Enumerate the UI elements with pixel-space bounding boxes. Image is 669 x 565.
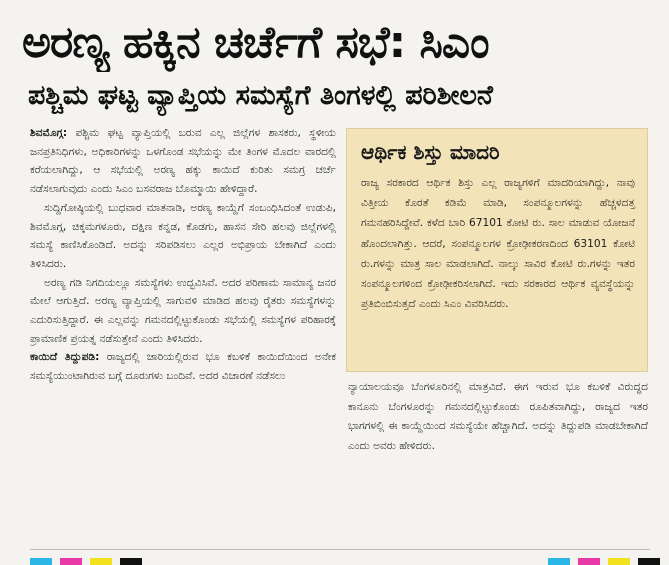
color-swatch [90,558,112,565]
registration-marks-right [548,558,660,565]
color-swatch [608,558,630,565]
article-continuation: ನ್ಯಾಯಾಲಯವೂ ಬೆಂಗಳೂರಿನಲ್ಲಿ ಮಾತ್ರವಿದೆ. ಈಗ ಇರುವ ಭೂ ಕಬಳಿಕೆ ವಿರುದ್ಧದ ಕಾನೂನು ಬೆಂಗಳೂರನ್ನು ಗಮನದಲ್ಲಿಟ್ಟುಕೊಂಡು ರೂಪಿತವಾಗಿದ್ದು, ರಾಜ್ಯದ ಇತರ ಭಾಗಗಳಲ್ಲಿ ಈ ಕಾಯ್ದೆಯಿಂದ ಸಮಸ್ಯೆಯೇ ಹೆಚ್ಚಾಗಿದೆ. ಅದನ್ನು ತಿದ್ದುಪಡಿ ಮಾಡಬೇಕಾಗಿದೆ ಎಂದು ಅವರು ಹೇಳಿದರು. [348,381,648,452]
article-paragraph-text: ರಾಜ್ಯದಲ್ಲಿ ಜಾರಿಯಲ್ಲಿರುವ ಭೂ ಕಬಳಿಕೆ ಕಾಯಿದೆಯಿಂದ ಅನೇಕ ಸಮಸ್ಯೆಯುಂಟಾಗಿರುವ ಬಗ್ಗೆ ದೂರುಗಳು ಬಂದಿವೆ. ಅದರ ವಿಚಾರಣೆ ನಡೆಸಲು [30,351,336,383]
article-column-left [30,124,336,542]
inline-subhead: ಕಾಯಿದೆ ತಿದ್ದುಪಡಿ: [30,351,100,364]
color-swatch [120,558,142,565]
color-swatch [30,558,52,565]
divider [30,549,650,550]
article-column-right [348,378,648,542]
headline: ಅರಣ್ಯ ಹಕ್ಕಿನ ಚರ್ಚೆಗೆ ಸಭೆ: ಸಿಎಂ [22,17,489,68]
color-swatch [548,558,570,565]
registration-marks-left [30,558,142,565]
sidebar-title: ಆರ್ಥಿಕ ಶಿಸ್ತು ಮಾದರಿ [361,140,500,164]
sidebar-box [346,128,648,372]
color-swatch [60,558,82,565]
dateline: ಶಿವಮೊಗ್ಗ: [30,127,68,139]
article-paragraph [30,124,336,199]
article-paragraph-text: ಪಶ್ಚಿಮ ಘಟ್ಟ ವ್ಯಾಪ್ತಿಯಲ್ಲಿ ಬರುವ ಎಲ್ಲ ಜಿಲ್ಲೆಗಳ ಶಾಸಕರು, ಸ್ಥಳೀಯ ಜನಪ್ರತಿನಿಧಿಗಳು, ಅಧಿಕಾರಿಗಳನ್ನು ಒಳಗೊಂಡ ಸಭೆಯನ್ನು ಮೇ ತಿಂಗಳ ಮೊದಲ ವಾರದಲ್ಲಿ ಕರೆಯಲಾಗಿದ್ದು, ಆ ಸಭೆಯಲ್ಲಿ ಅರಣ್ಯ ಹಕ್ಕು ಕಾಯಿದೆ ಕುರಿತು ಸಮಗ್ರ ಚರ್ಚೆ ನಡೆಸಲಾಗುವುದು ಎಂದು ಸಿಎಂ ಬಸವರಾಜ ಬೊಮ್ಮಾಯಿ ಹೇಳಿದ್ದಾರೆ. [30,127,336,196]
article-paragraph: ಅರಣ್ಯ ಗಡಿ ನಿಗದಿಯಲ್ಲೂ ಸಮಸ್ಯೆಗಳು ಉದ್ಭವಿಸಿವೆ. ಅದರ ಪರಿಣಾಮ ಸಾಮಾನ್ಯ ಜನರ ಮೇಲೆ ಆಗುತ್ತಿದೆ. ಅರಣ್ಯ ವ್ಯಾಪ್ತಿಯಲ್ಲಿ ಸಾಗುವಳಿ ಮಾಡಿದ ಹಲವು ರೈತರು ಸಮಸ್ಯೆಗಳನ್ನು ಎದುರಿಸುತ್ತಿದ್ದಾರೆ. ಈ ಎಲ್ಲವನ್ನು ಗಮನದಲ್ಲಿಟ್ಟುಕೊಂಡು ಸಭೆಯಲ್ಲಿ ಸಮಸ್ಯೆಗಳ ಪರಿಹಾರಕ್ಕೆ ಪ್ರಾಮಾಣಿಕ ಪ್ರಯತ್ನ ನಡೆಸುತ್ತೇನೆ ಎಂದು ತಿಳಿಸಿದರು. [30,276,336,345]
sidebar-text: ರಾಜ್ಯ ಸರಕಾರದ ಆರ್ಥಿಕ ಶಿಸ್ತು ಎಲ್ಲ ರಾಜ್ಯಗಳಿಗೆ ಮಾದರಿಯಾಗಿದ್ದು, ನಾವು ವಿತ್ತೀಯ ಕೊರತೆ ಕಡಿಮೆ ಮಾಡಿ, ಸಂಪನ್ಮೂಲಗಳನ್ನು ಹೆಚ್ಚಳದತ್ತ ಗಮನಹರಿಸಿದ್ದೇವೆ. ಕಳೆದ ಬಾರಿ 67101 ಕೋಟಿ ರು. ಸಾಲ ಮಾಡುವ ಯೋಜನೆ ಹೊಂದಲಾಗಿತ್ತು. ಆದರೆ, ಸಂಪನ್ಮೂಲಗಳ ಕ್ರೋಢೀಕರಣದಿಂದ 63101 ಕೋಟಿ ರು.ಗಳನ್ನು ಮಾತ್ರ ಸಾಲ ಮಾಡಲಾಗಿದೆ. ನಾಲ್ಕು ಸಾವಿರ ಕೋಟಿ ರು.ಗಳನ್ನು ಇತರ ಸಂಪನ್ಮೂಲಗಳಿಂದ ಕ್ರೋಢೀಕರಿಸಲಾಗಿದೆ. ಇದು ಸರಕಾರದ ಆರ್ಥಿಕ ವ್ಯವಸ್ಥೆಯನ್ನು ಪ್ರತಿಬಿಂಬಿಸುತ್ತದೆ ಎಂದು ಸಿಎಂ ವಿವರಿಸಿದರು. [361,177,635,311]
article-paragraph [30,348,336,385]
color-swatch [638,558,660,565]
subheadline: ಪಶ್ಚಿಮ ಘಟ್ಟ ವ್ಯಾಪ್ತಿಯ ಸಮಸ್ಯೆಗೆ ತಿಂಗಳಲ್ಲಿ ಪರಿಶೀಲನೆ [28,80,493,111]
article-paragraph: ಸುದ್ದಿಗೋಷ್ಠಿಯಲ್ಲಿ ಬುಧವಾರ ಮಾತನಾಡಿ, ಅರಣ್ಯ ಕಾಯ್ದೆಗೆ ಸಂಬಂಧಿಸಿದಂತೆ ಉಡುಪಿ, ಶಿವಮೊಗ್ಗ, ಚಿಕ್ಕಮಗಳೂರು, ದಕ್ಷಿಣ ಕನ್ನಡ, ಕೊಡಗು, ಹಾಸನ ಸೇರಿ ಹಲವು ಜಿಲ್ಲೆಗಳಲ್ಲಿ ಸಮಸ್ಯೆ ಕಾಣಿಸಿಕೊಂಡಿದೆ. ಅದನ್ನು ಸರಿಪಡಿಸಲು ಎಲ್ಲರ ಅಭಿಪ್ರಾಯ ಬೇಕಾಗಿದೆ ಎಂದು ತಿಳಿಸಿದರು. [30,201,336,270]
color-swatch [578,558,600,565]
